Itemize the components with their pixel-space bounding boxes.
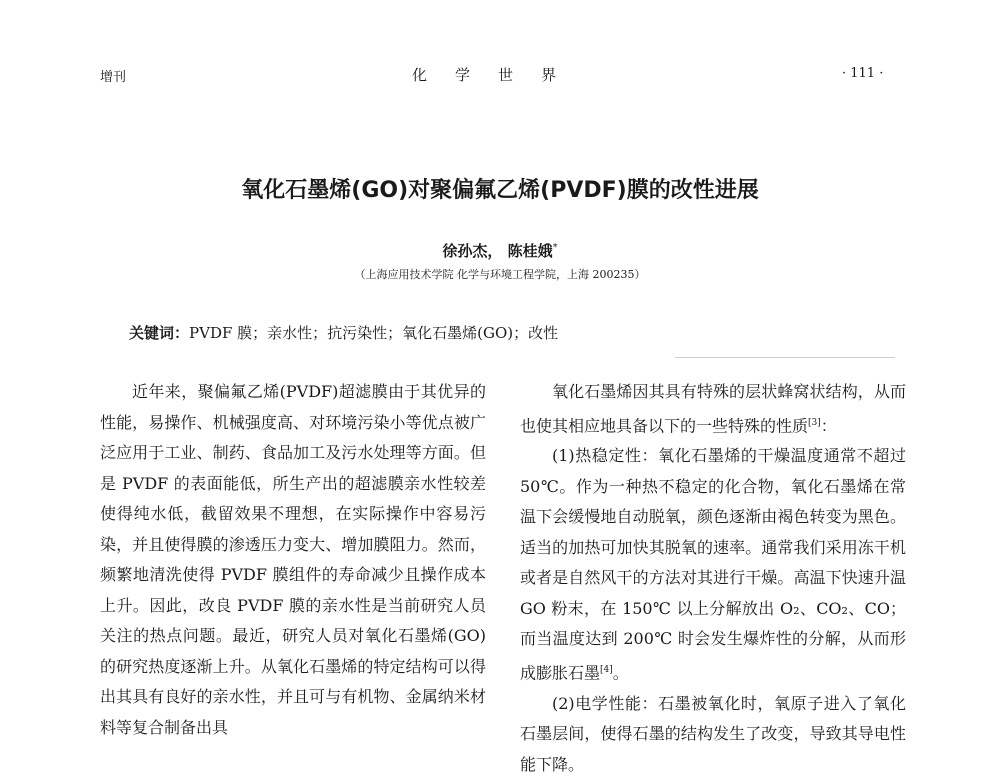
thermal-stability-paragraph bbox=[520, 441, 906, 688]
intro-paragraph: 近年来，聚偏氟乙烯(PVDF)超滤膜由于其优异的性能，易操作、机械强度高、对环境污染小等优点被广泛应用于工业、制药、食品加工及污水处理等方面。但是 PVDF 的表面能低，所生产出的超滤膜亲水性较差使得纯水低，截留效果不理想，在实际操作中容易污染，并且使得膜的渗透压力变大、增加膜阻力。然而，频繁地清洗使得 PVDF 膜组件的寿命减少且操作成本上升。因此，改良 PVDF 膜的亲水性是当前研究人员关注的热点问题。最近，研究人员对氧化石墨烯(GO)的研究热度逐渐上升。从氧化石墨烯的特定结构可以得出其具有良好的亲水性，并且可与有机物、金属纳米材料等复合制备出具 bbox=[100, 382, 486, 737]
body-column-right bbox=[520, 377, 906, 774]
header-page-number: · 111 · bbox=[842, 66, 884, 81]
header-issue: 增刊 bbox=[100, 70, 127, 85]
article-authors bbox=[0, 240, 1000, 261]
article-title: 氧化石墨烯(GO)对聚偏氟乙烯(PVDF)膜的改性进展 bbox=[241, 178, 759, 203]
properties-intro-paragraph bbox=[520, 377, 906, 441]
thermal-stability-end: 。 bbox=[612, 663, 629, 683]
section-divider bbox=[675, 357, 895, 358]
author-affiliation: （上海应用技术学院 化学与环境工程学院，上海 200235） bbox=[354, 268, 646, 281]
keywords-label: 关键词： bbox=[129, 324, 190, 342]
keywords-line bbox=[129, 322, 558, 343]
header-journal-name: 化学世界 bbox=[412, 66, 585, 84]
reference-4: [4] bbox=[600, 664, 613, 675]
author-names: 徐孙杰， 陈桂娥 bbox=[442, 242, 553, 260]
thermal-stability-text: (1)热稳定性：氧化石墨烯的干燥温度通常不超过 50℃。作为一种热不稳定的化合物，氧化石墨烯在常温下会缓慢地自动脱氧，颜色逐渐由褐色转变为黑色。适当的加热可加快其脱氧的速率。通常我们采用冻干机或者是自然风干的方法对其进行干燥。高温下快速升温 GO 粉末，在 150℃ 以上分解放出 O₂、CO₂、CO；而当温度达到 200℃ 时会发生爆炸性的分解，从而形成膨胀石墨 bbox=[520, 446, 906, 683]
corresponding-author-mark: * bbox=[552, 242, 558, 253]
keywords-text: PVDF 膜；亲水性；抗污染性；氧化石墨烯(GO)；改性 bbox=[189, 324, 559, 342]
properties-intro-text: 氧化石墨烯因其具有特殊的层状蜂窝状结构，从而也使其相应地具备以下的一些特殊的性质 bbox=[520, 382, 906, 435]
properties-intro-end: ： bbox=[820, 415, 837, 435]
body-column-left bbox=[100, 377, 486, 737]
electrical-properties-paragraph: (2)电学性能：石墨被氧化时，氧原子进入了氧化石墨层间，使得石墨的结构发生了改变，导致其导电性能下降。 bbox=[520, 693, 906, 774]
reference-3: [3] bbox=[808, 417, 821, 428]
